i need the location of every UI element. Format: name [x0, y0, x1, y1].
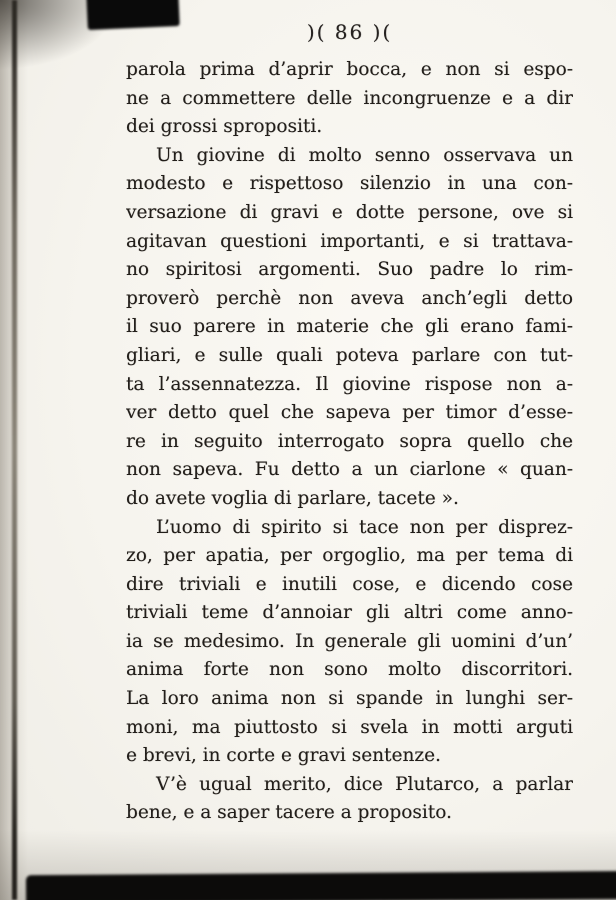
text-line: ver detto quel che sapeva per timor d’esse-	[126, 402, 573, 424]
text-line: ne a commettere delle incongruenze e a dir	[126, 87, 573, 109]
text-line: anima forte non sono molto discorritori.	[126, 659, 573, 681]
page-body-text	[126, 56, 573, 828]
text-line: triviali teme d’annoiar gli altri come anno-	[126, 602, 573, 624]
text-line: dire triviali e inutili cose, e dicendo cose	[126, 573, 573, 595]
text-line: L’uomo di spirito si tace non per disprez-	[156, 516, 573, 538]
text-line: il suo parere in materie che gli erano fami-	[126, 316, 573, 338]
page-number: )( 86 )(	[306, 20, 393, 44]
text-line: parola prima d’aprir bocca, e non si espo-	[126, 59, 573, 80]
text-line: La loro anima non si spande in lunghi ser-	[126, 688, 573, 710]
text-line: zo, per apatia, per orgoglio, ma per tema di	[126, 545, 573, 567]
text-line: ia se medesimo. In generale gli uomini d’un’	[126, 630, 573, 652]
text-line: V’è ugual merito, dice Plutarco, a parlar	[156, 773, 573, 795]
text-line: non sapeva. Fu detto a un ciarlone « quan-	[126, 459, 573, 481]
text-line: gliari, e sulle quali poteva parlare con tut-	[126, 344, 573, 366]
text-line: e brevi, in corte e gravi sentenze.	[126, 745, 441, 767]
text-line: ta l’assennatezza. Il giovine rispose non a-	[126, 373, 573, 395]
text-line: dei grossi spropositi.	[126, 116, 323, 138]
text-line: moni, ma piuttosto si svela in motti arguti	[126, 716, 573, 738]
text-line: re in seguito interrogato sopra quello che	[126, 430, 573, 452]
scan-left-edge-line	[12, 0, 17, 900]
text-line: proverò perchè non aveva anch’egli detto	[126, 287, 573, 309]
scan-bottom-black-band	[26, 871, 616, 900]
text-line: versazione di gravi e dotte persone, ove si	[126, 201, 573, 223]
text-line: Un giovine di molto senno osservava un	[156, 144, 573, 166]
text-line: modesto e rispettoso silenzio in una con-	[126, 173, 573, 195]
text-line: bene, e a saper tacere a proposito.	[126, 802, 452, 824]
text-line: do avete voglia di parlare, tacete ».	[126, 487, 459, 509]
text-line: no spiritosi argomenti. Suo padre lo rim-	[126, 259, 573, 281]
text-line: agitavan questioni importanti, e si trattava-	[126, 230, 573, 252]
